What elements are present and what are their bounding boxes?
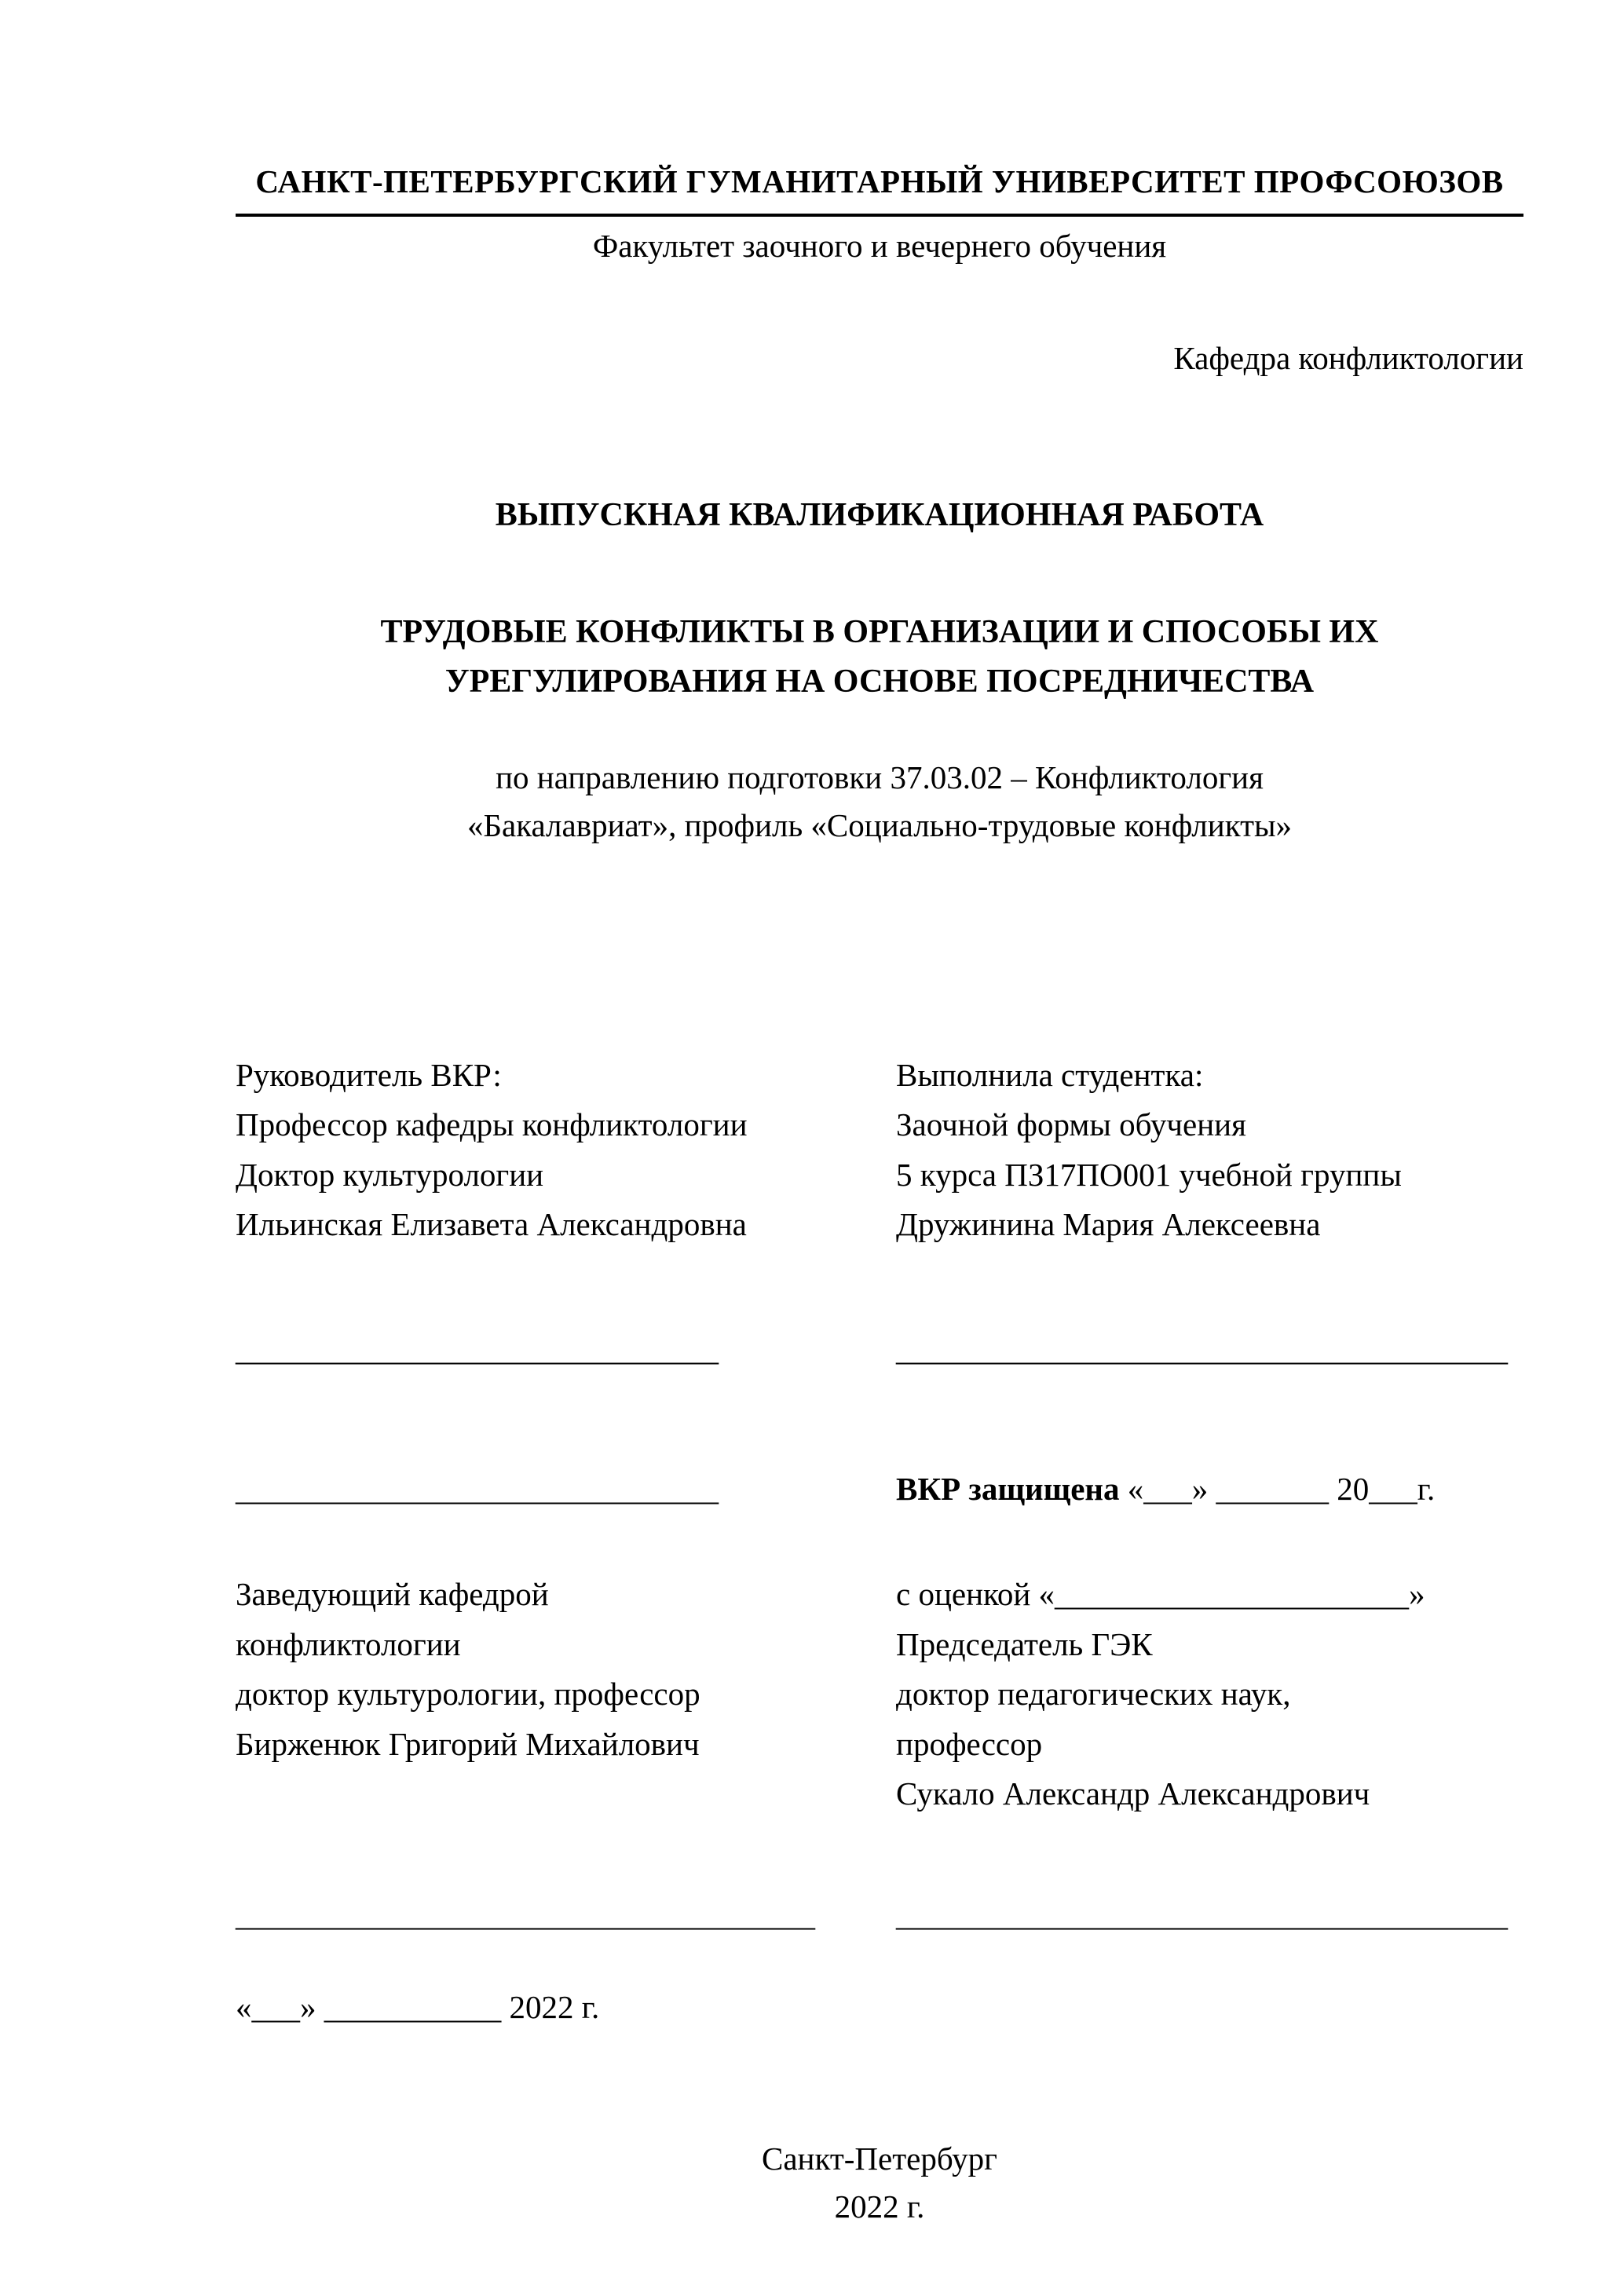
thesis-title-line2: УРЕГУЛИРОВАНИЯ НА ОСНОВЕ ПОСРЕДНИЧЕСТВА xyxy=(444,663,1315,700)
people-block xyxy=(236,1051,1523,1250)
supervisor-signature-line: ______________________________ xyxy=(236,1330,719,1367)
page-content xyxy=(236,157,1523,2232)
defense-label: ВКР защищена xyxy=(896,1471,1120,1508)
signature-row-2 xyxy=(236,1890,1523,1940)
student-name: Дружинина Мария Алексеевна xyxy=(896,1206,1321,1243)
faculty-name: Факультет заочного и вечернего обучения xyxy=(592,227,1167,264)
supervisor-role: Руководитель ВКР: xyxy=(236,1056,502,1093)
header-rule xyxy=(236,214,1523,217)
committee-chair-role: Председатель ГЭК xyxy=(896,1625,1153,1662)
supervisor-name: Ильинская Елизавета Александровна xyxy=(236,1206,747,1243)
department-name: Кафедра конфликтологии xyxy=(1173,340,1523,377)
defense-row xyxy=(236,1464,1523,1515)
committee-chair-name: Сукало Александр Александрович xyxy=(896,1775,1370,1812)
date-blank-line: «___» ___________ 2022 г. xyxy=(236,1989,600,2026)
committee-chair-degree-line1: доктор педагогических наук, xyxy=(896,1676,1291,1713)
university-name: САНКТ-ПЕТЕРБУРГСКИЙ ГУМАНИТАРНЫЙ УНИВЕРСИТЕТ ПРОФСОЮЗОВ xyxy=(255,163,1504,199)
head-degree: доктор культурологии, профессор xyxy=(236,1676,700,1713)
student-signature-line: ______________________________________ xyxy=(896,1330,1508,1367)
footer xyxy=(236,2135,1523,2232)
supervisor-degree: Доктор культурологии xyxy=(236,1156,544,1193)
head-of-department-block xyxy=(236,1570,896,1819)
head-signature-line: ____________________________________ xyxy=(236,1896,815,1932)
head-role-line2: конфликтологии xyxy=(236,1625,461,1662)
head-name: Бирженюк Григорий Михайлович xyxy=(236,1725,700,1762)
defense-date-blank: «___» _______ 20___г. xyxy=(1119,1471,1436,1508)
grade-blank-line: с оценкой «______________________» xyxy=(896,1576,1425,1613)
student-group: 5 курса ПЗ17ПО001 учебной группы xyxy=(896,1156,1402,1193)
program-info xyxy=(236,754,1523,850)
footer-year: 2022 г. xyxy=(834,2188,925,2225)
work-type-title: ВЫПУСКНАЯ КВАЛИФИКАЦИОННАЯ РАБОТА xyxy=(495,496,1264,533)
supervisor-position: Профессор кафедры конфликтологии xyxy=(236,1106,748,1143)
officials-block xyxy=(236,1570,1523,1819)
committee-block xyxy=(896,1570,1523,1819)
thesis-title-line1: ТРУДОВЫЕ КОНФЛИКТЫ В ОРГАНИЗАЦИИ И СПОСОБЫ ИХ xyxy=(380,613,1379,650)
head-role-line1: Заведующий кафедрой xyxy=(236,1576,549,1613)
signature-row-1 xyxy=(236,1325,1523,1375)
student-study-form: Заочной формы обучения xyxy=(896,1106,1246,1143)
defense-statement xyxy=(896,1464,1523,1515)
program-line2: «Бакалавриат», профиль «Социально-трудовые конфликты» xyxy=(466,807,1293,844)
footer-city: Санкт-Петербург xyxy=(762,2140,997,2177)
committee-chair-degree-line2: профессор xyxy=(896,1725,1043,1762)
committee-signature-line: ______________________________________ xyxy=(896,1896,1508,1932)
student-role: Выполнила студентка: xyxy=(896,1056,1204,1093)
defense-left-signature-line: ______________________________ xyxy=(236,1471,719,1508)
student-block xyxy=(896,1051,1523,1250)
program-line1: по направлению подготовки 37.03.02 – Конфликтология xyxy=(496,759,1264,795)
thesis-title xyxy=(236,608,1523,707)
supervisor-block xyxy=(236,1051,896,1250)
